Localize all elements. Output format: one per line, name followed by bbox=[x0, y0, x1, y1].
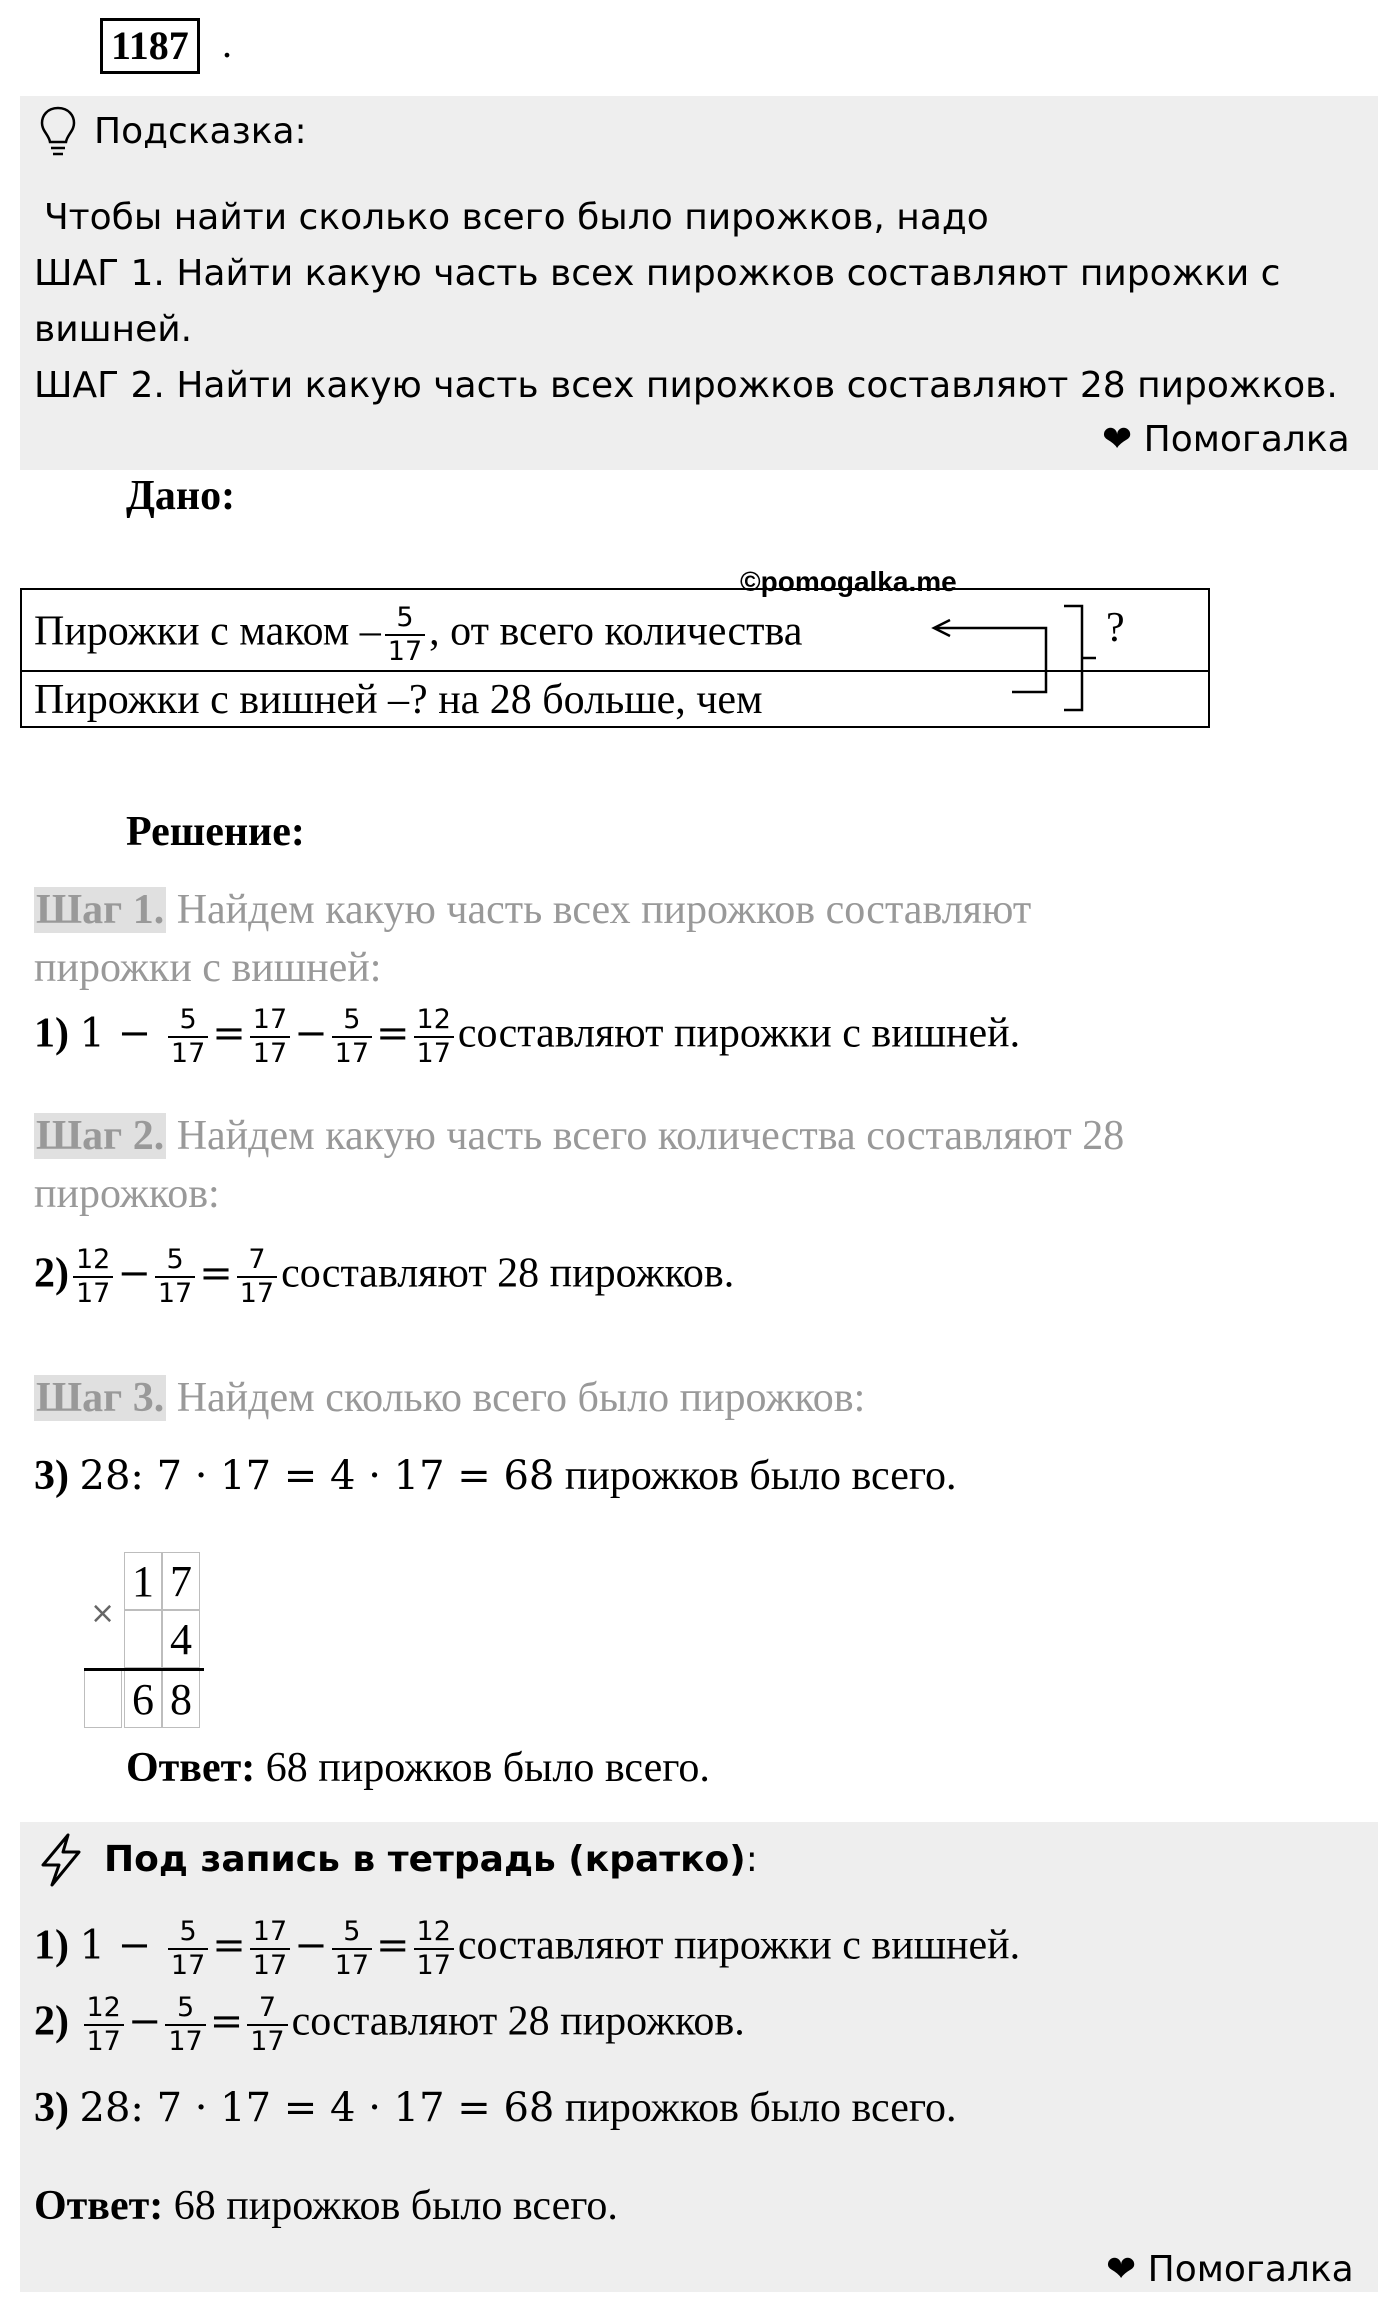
hint-step2-label: ШАГ 2. bbox=[34, 365, 165, 406]
step2-line bbox=[34, 1112, 1124, 1160]
hint-title: Подсказка: bbox=[94, 111, 307, 152]
notes-equation-3: 3) 28: 7 · 17 = 4 · 17 = 68 пирожков было всего. bbox=[34, 2085, 957, 2131]
equation-3: 3) 28: 7 · 17 = 4 · 17 = 68 пирожков было всего. bbox=[34, 1453, 957, 1499]
digit-cell: 4 bbox=[162, 1610, 200, 1668]
column-multiplication bbox=[84, 1552, 204, 1728]
heart-icon: ❤ bbox=[1102, 419, 1133, 460]
multiply-sign: × bbox=[90, 1596, 116, 1631]
digit-cell: 7 bbox=[162, 1552, 200, 1610]
step2-line-cont: пирожков: bbox=[34, 1171, 220, 1217]
hint-brand-label: Помогалка bbox=[1143, 419, 1350, 460]
lightbulb-icon bbox=[38, 104, 78, 160]
equation-1: 1) 1 − $\frac{5}{17}$ = $\frac{17}{17}$ − $\frac{5}{17}$ = $\frac{12}{17}$ составляют пирожки с вишней. bbox=[34, 1004, 1021, 1069]
given-row-cherry: Пирожки с вишней –? на 28 больше, чем bbox=[34, 677, 763, 723]
step1-line-cont: пирожки с вишней: bbox=[34, 945, 382, 991]
digit-cell: 8 bbox=[162, 1670, 200, 1728]
given-table bbox=[20, 588, 1210, 728]
result-line bbox=[84, 1668, 204, 1671]
hint-box bbox=[20, 96, 1378, 470]
digit-cell: 1 bbox=[124, 1552, 162, 1610]
notes-equation-1: 1) 1 − $\frac{5}{17}$ = $\frac{17}{17}$ − $\frac{5}{17}$ = $\frac{12}{17}$ составляют пирожки с вишней. bbox=[34, 1916, 1021, 1981]
lightning-icon bbox=[38, 1832, 84, 1888]
step2-badge: Шаг 2. bbox=[36, 1113, 165, 1159]
hint-step1-text: Найти какую часть всех пирожков составляют пирожки с bbox=[176, 253, 1281, 294]
digit-cell bbox=[124, 1610, 162, 1668]
step2-text: Найдем какую часть всего количества составляют 28 bbox=[166, 1113, 1125, 1159]
task-number-suffix: . bbox=[222, 21, 232, 66]
notes-equation-2: 2) $\frac{12}{17}$ − $\frac{5}{17}$ = $\frac{7}{17}$ составляют 28 пирожков. bbox=[34, 1992, 745, 2057]
hint-step1 bbox=[34, 246, 1280, 302]
given-row-poppy-prefix: Пирожки с маком – bbox=[34, 608, 381, 655]
notes-answer: Ответ: 68 пирожков было всего. bbox=[34, 2183, 618, 2229]
hint-step1-cont: вишней. bbox=[34, 309, 193, 350]
hint-brand bbox=[1102, 412, 1350, 468]
hint-step1-label: ШАГ 1. bbox=[34, 253, 165, 294]
given-row-poppy-suffix: , от всего количества bbox=[429, 608, 803, 655]
fraction-5-17: $\frac{5}{17}$ bbox=[385, 602, 425, 668]
task-number: 1187 bbox=[100, 18, 200, 74]
notes-title: Под запись в тетрадь (кратко): bbox=[104, 1839, 758, 1880]
step1-badge: Шаг 1. bbox=[36, 887, 165, 933]
given-title: Дано: bbox=[126, 473, 236, 519]
step3-line bbox=[34, 1374, 865, 1422]
solution-title: Решение: bbox=[126, 809, 305, 855]
step3-badge: Шаг 3. bbox=[36, 1375, 165, 1421]
question-mark: ? bbox=[1106, 605, 1125, 651]
relation-arrows bbox=[922, 590, 1122, 730]
hint-step2-text: Найти какую часть всех пирожков составляют 28 пирожков. bbox=[176, 365, 1338, 406]
equation-2: 2) $\frac{12}{17}$ − $\frac{5}{17}$ = $\frac{7}{17}$ составляют 28 пирожков. bbox=[34, 1244, 735, 1309]
digit-cell: 6 bbox=[124, 1670, 162, 1728]
notes-brand bbox=[1106, 2242, 1354, 2298]
notes-brand-label: Помогалка bbox=[1147, 2249, 1354, 2290]
notes-box bbox=[20, 1822, 1378, 2292]
hint-step2 bbox=[34, 358, 1338, 414]
given-row-poppy bbox=[34, 602, 802, 668]
step1-text: Найдем какую часть всех пирожков составляют bbox=[166, 887, 1032, 933]
hint-intro: Чтобы найти сколько всего было пирожков, надо bbox=[44, 197, 989, 238]
step1-line bbox=[34, 886, 1031, 934]
step3-text: Найдем сколько всего было пирожков: bbox=[166, 1375, 866, 1421]
answer: Ответ: 68 пирожков было всего. bbox=[126, 1745, 710, 1791]
heart-icon: ❤ bbox=[1106, 2249, 1137, 2290]
watermark: ©pomogalka.me bbox=[740, 566, 957, 597]
